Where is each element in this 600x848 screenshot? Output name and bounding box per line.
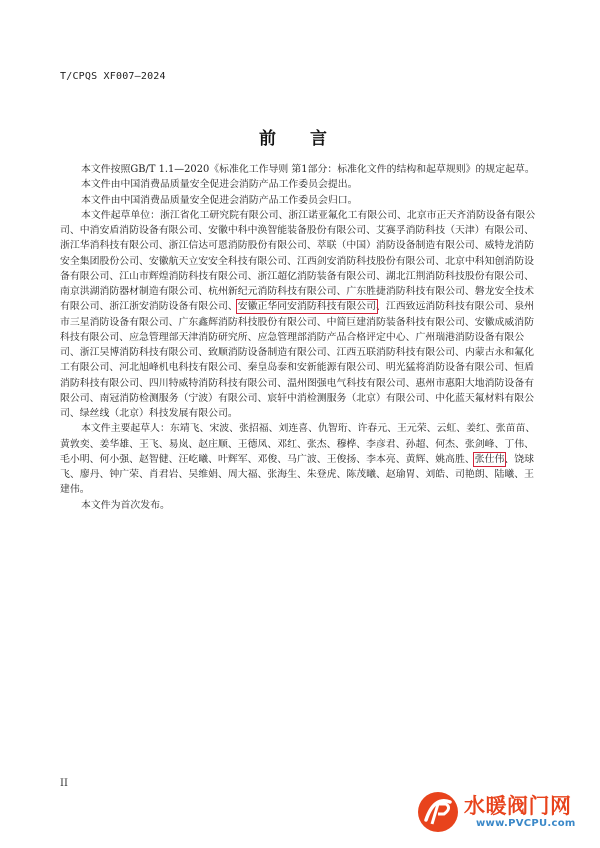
highlighted-company: 安徽正华同安消防科技有限公司 [237, 301, 377, 313]
watermark [416, 790, 586, 838]
paragraph-drafting-rules: 本文件按照GB/T 1.1—2020《标准化工作导则 第1部分：标准化文件的结构和起草规则》的规定起草。 [81, 164, 535, 175]
paragraph-proposer: 本文件由中国消费品质量安全促进会消防产品工作委员会提出。 [81, 179, 358, 191]
highlighted-drafter: 张仕伟 [474, 453, 505, 465]
document-body [60, 162, 538, 513]
document-code: T/CPQS XF007—2024 [60, 71, 166, 82]
watermark-site-name: 水暖阀门网 [464, 794, 572, 818]
page-number: II [60, 778, 68, 789]
page-title: 前 言 [259, 129, 341, 149]
paragraph-administrator: 本文件由中国消费品质量安全促进会消防产品工作委员会归口。 [81, 194, 358, 206]
drafting-units-text: 本文件起草单位：浙江省化工研究院有限公司、浙江诺亚氟化工有限公司、北京市正天齐消防设备有限公司、中消安盾消防设备有限公司、安徽中科中涣智能装备股份有限公司、艾赛孚消防科技（天津）有限公司、浙江华消科技有限公司、浙江信达可恩消防股份有限公司、萃联（中国）消防设备制造有限公司、威特龙消防安全集团股份公司、安徽航天立安安全科技有限公司、江西剑安消防科技股份有限公司、北京中科知创消防设备有限公司、江山市辉煌消防科技有限公司、浙江超亿消防装备有限公司、湖北江荆消防科技股份有限公司、南京洪湖消防器材制造有限公司、杭州新纪元消防科技有限公司、广东胜捷消防科技有限公司、磐龙安全技术有限公司、浙江浙安消防设备有限公司、 [60, 209, 536, 313]
watermark-url: www.PVCPU.com [476, 818, 576, 829]
drafters-text-rest: 、饶球飞、廖丹、钟广荣、肖君岩、吴维娟、周大福、张海生、朱登虎、陈茂曦、赵瑜胃、刘皓、司艳朗、陆曦、王建伟。 [60, 453, 535, 496]
paragraph-first-release: 本文件为首次发布。 [81, 499, 170, 511]
paragraph-drafting-units [60, 208, 538, 422]
watermark-logo-icon [416, 790, 460, 834]
drafting-units-text-rest: 、江西致远消防科技有限公司、泉州市三星消防设备有限公司、广东鑫辉消防科技股份有限公司、中简巨建消防装备科技有限公司、安徽成威消防科技有限公司、应急管理部天津消防研究所、应急管理部消防产品合格评定中心、广州瑞港消防设备有限公司、浙江吴博消防科技有限公司、致顺消防设备制造有限公司、江西五联消防科技有限公司、内蒙古永和氟化工有限公司、河北旭峰机电科技有限公司、秦皇岛泰和安新能源有限公司、明光猛将消防设备有限公司、恒盾消防科技有限公司、四川特威特消防科技有限公司、温州图强电气科技有限公司、惠州市惠阳大地消防设备有限公司、南冠消防检测服务（宁波）有限公司、宸轩中消检测服务（北京）有限公司、中化蓝天氟材料有限公司、绿丝线（北京）科技发展有限公司。 [60, 301, 535, 419]
drafters-text: 本文件主要起草人：东靖飞、宋波、张招福、刘连喜、仇智珩、许春元、王元荣、云虹、姜红、张苗苗、黄敦奕、姜华雄、王飞、易岚、赵庄顺、王德凤、邓红、张杰、穆桦、李彦君、孙超、何杰、张剑峰、丁伟、毛小明、何小强、赵智健、汪屹曦、叶辉军、邓俊、马广波、王俊扬、李本亮、黄辉、姚高胜、 [60, 423, 536, 465]
paragraph-drafters [60, 421, 538, 497]
